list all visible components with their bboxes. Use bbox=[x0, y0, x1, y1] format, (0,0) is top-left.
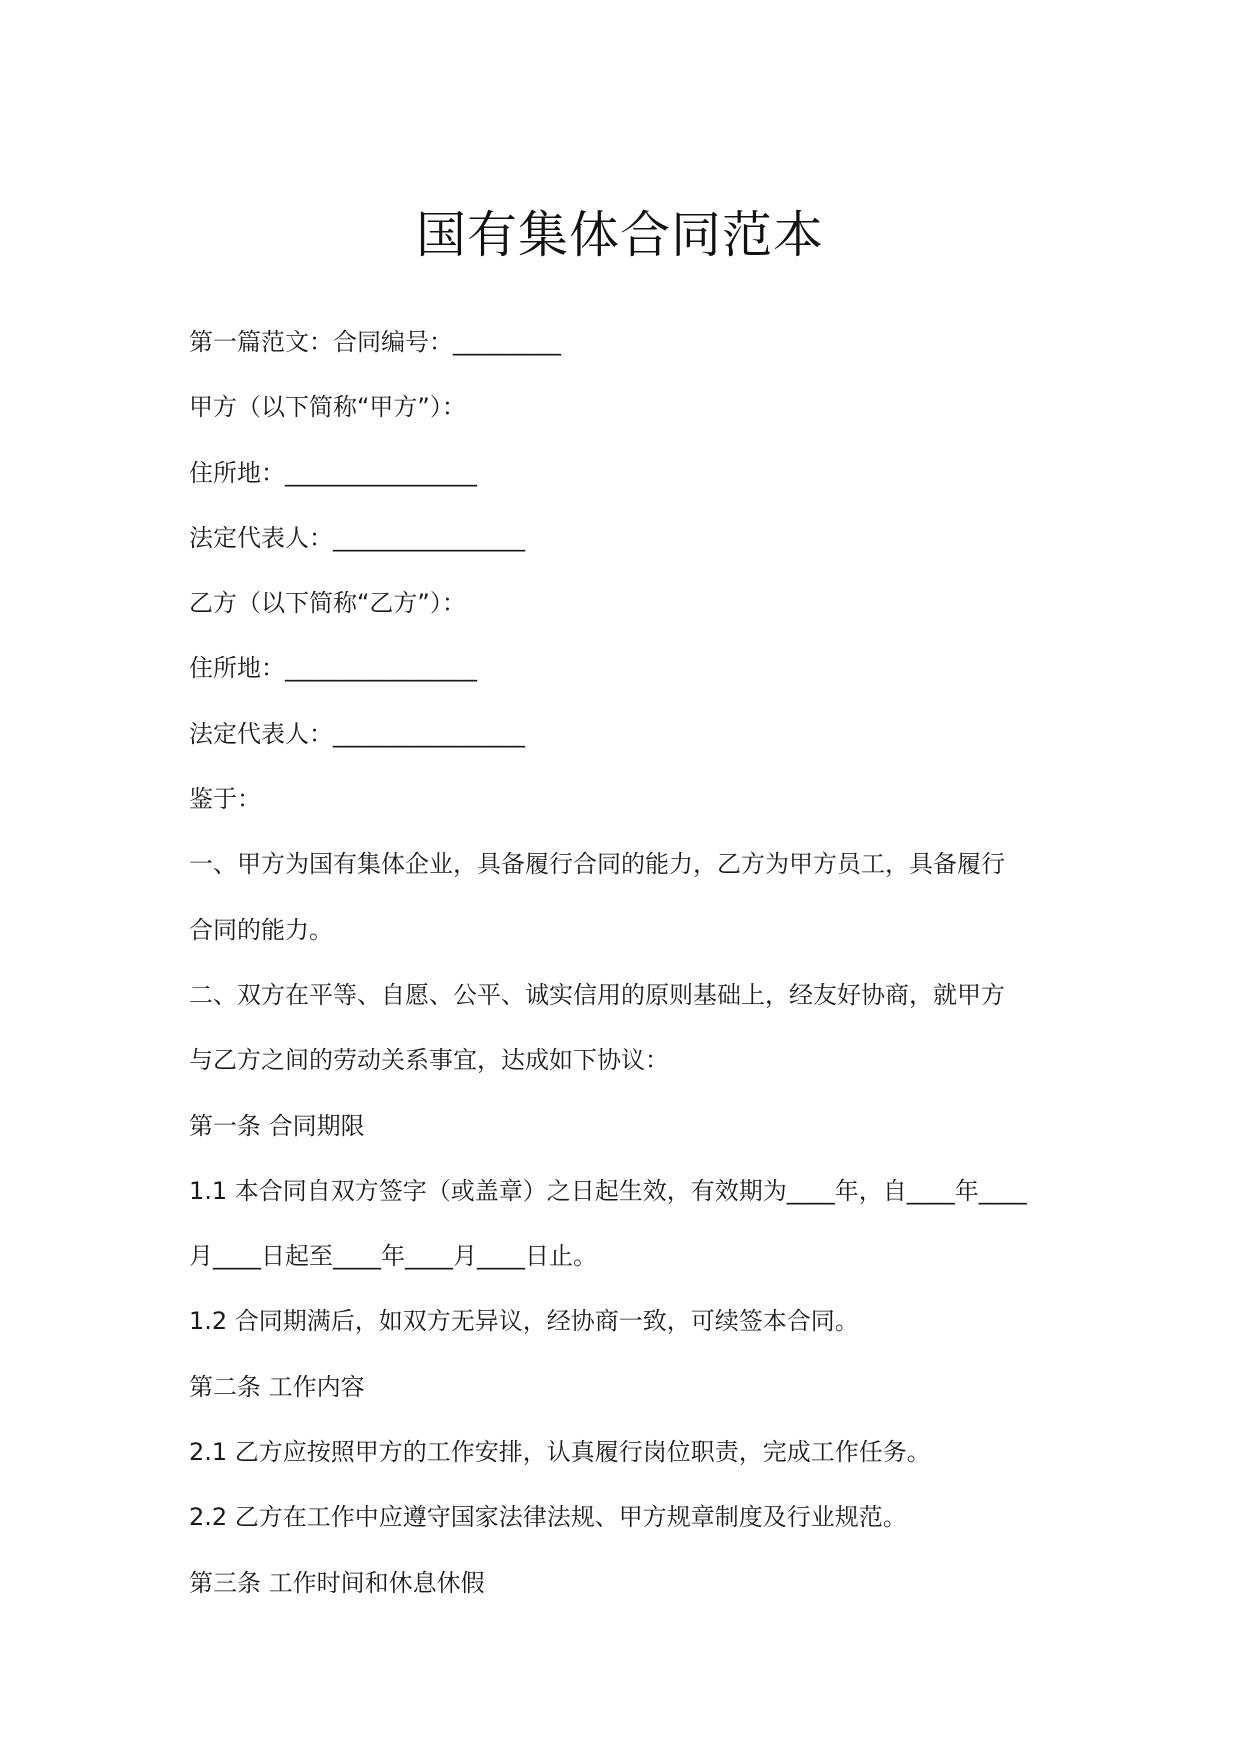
party-b-address-line: 住所地：________________ bbox=[189, 654, 477, 683]
party-a-heading: 甲方（以下简称“甲方”）： bbox=[189, 393, 466, 422]
paragraph-line: 一、甲方为国有集体企业，具备履行合同的能力，乙方为甲方员工，具备履行 bbox=[189, 850, 1005, 879]
clause-line: 2.1 乙方应按照甲方的工作安排，认真履行岗位职责，完成工作任务。 bbox=[189, 1438, 931, 1467]
clause-line: 1.1 本合同自双方签字（或盖章）之日起生效，有效期为____年，自____年____ bbox=[189, 1176, 1027, 1205]
contract-number-line: 第一篇范文：合同编号：_________ bbox=[189, 328, 561, 356]
article-three-heading: 第三条 工作时间和休息休假 bbox=[189, 1568, 485, 1597]
party-b-heading: 乙方（以下简称“乙方”）： bbox=[189, 589, 466, 618]
paragraph-line: 二、双方在平等、自愿、公平、诚实信用的原则基础上，经友好协商，就甲方 bbox=[189, 980, 1005, 1009]
document-body bbox=[189, 310, 1059, 1616]
party-a-address-line: 住所地：________________ bbox=[189, 458, 477, 487]
paragraph-line: 合同的能力。 bbox=[189, 915, 333, 944]
article-two-heading: 第二条 工作内容 bbox=[189, 1372, 365, 1401]
clause-line: 2.2 乙方在工作中应遵守国家法律法规、甲方规章制度及行业规范。 bbox=[189, 1503, 907, 1532]
document-title: 国有集体合同范本 bbox=[416, 206, 824, 264]
clause-line: 月____日起至____年____月____日止。 bbox=[189, 1242, 597, 1271]
article-one-heading: 第一条 合同期限 bbox=[189, 1111, 365, 1140]
party-b-representative-line: 法定代表人：________________ bbox=[189, 719, 525, 748]
party-a-representative-line: 法定代表人：________________ bbox=[189, 523, 525, 552]
paragraph-line: 与乙方之间的劳动关系事宜，达成如下协议： bbox=[189, 1046, 669, 1075]
whereas-heading: 鉴于： bbox=[189, 785, 261, 814]
clause-line: 1.2 合同期满后，如双方无异议，经协商一致，可续签本合同。 bbox=[189, 1307, 859, 1336]
